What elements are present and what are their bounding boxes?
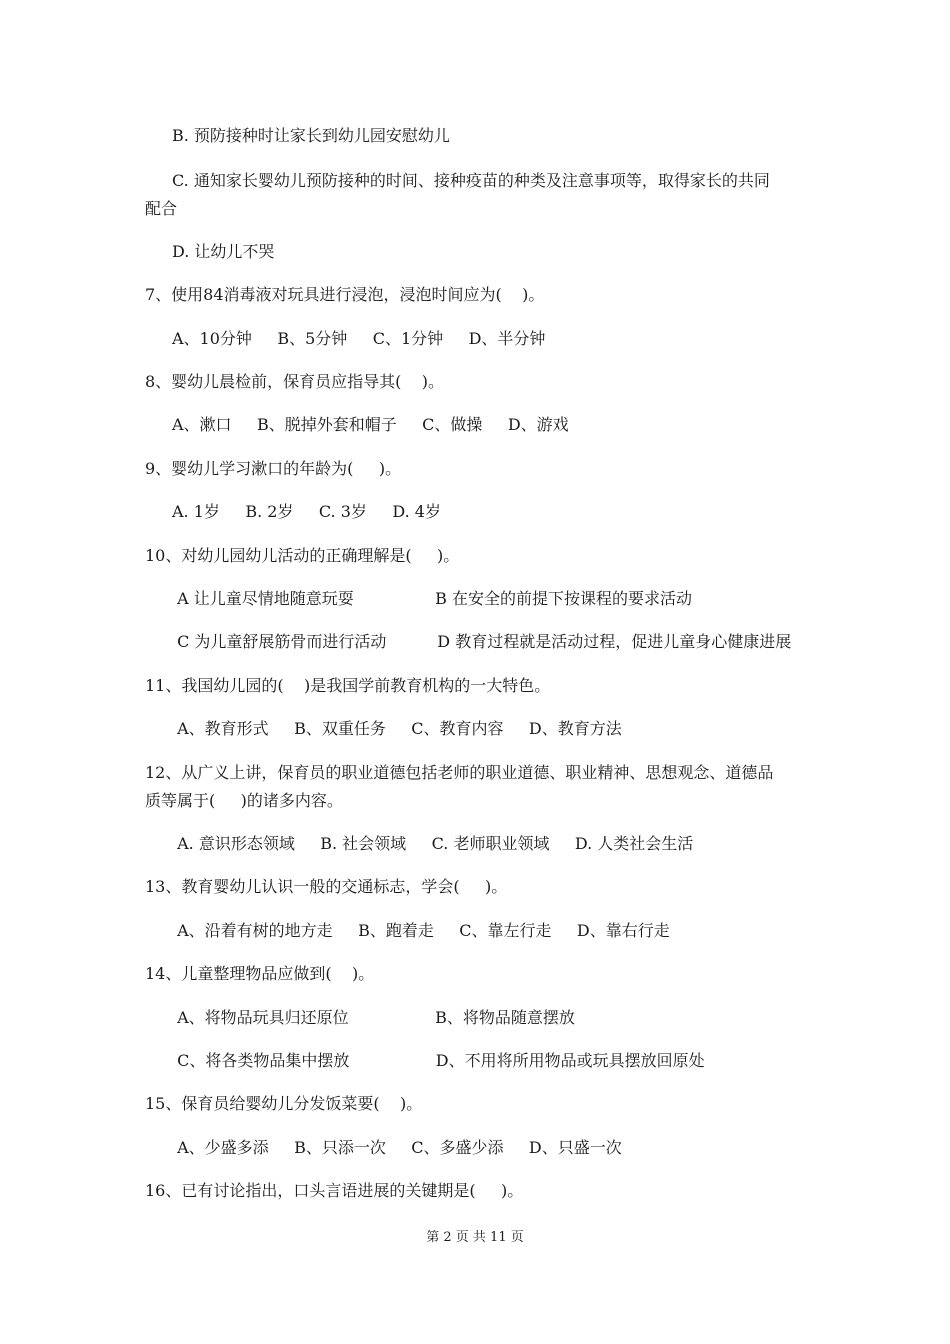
question-14-options-cd: C、将各类物品集中摆放 D、不用将所用物品或玩具摆放回原处 — [172, 1051, 705, 1070]
option-line: B. 预防接种时让家长到幼儿园安慰幼儿 — [172, 126, 450, 145]
question-14: 14、儿童整理物品应做到( )。 — [145, 964, 375, 983]
question-7-options: A、10分钟 B、5分钟 C、1分钟 D、半分钟 — [172, 329, 546, 348]
question-10-options-ab: A 让儿童尽情地随意玩耍 B 在安全的前提下按课程的要求活动 — [172, 589, 692, 608]
option-line: D. 让幼儿不哭 — [172, 242, 275, 261]
text-line: 配合 — [145, 199, 178, 218]
question-11-options: A、教育形式 B、双重任务 C、教育内容 D、教育方法 — [172, 719, 622, 738]
question-12-options: A. 意识形态领域 B. 社会领域 C. 老师职业领域 D. 人类社会生活 — [172, 834, 694, 853]
question-12-cont: 质等属于( )的诸多内容。 — [145, 791, 343, 810]
question-11: 11、我国幼儿园的( )是我国学前教育机构的一大特色。 — [145, 676, 551, 695]
question-8: 8、婴幼儿晨检前，保育员应指导其( )。 — [145, 372, 445, 391]
question-10: 10、对幼儿园幼儿活动的正确理解是( )。 — [145, 546, 460, 565]
question-9: 9、婴幼儿学习漱口的年龄为( )。 — [145, 459, 402, 478]
question-9-options: A. 1岁 B. 2岁 C. 3岁 D. 4岁 — [172, 502, 441, 521]
question-14-options-ab: A、将物品玩具归还原位 B、将物品随意摆放 — [172, 1008, 575, 1027]
option-line: C. 通知家长婴幼儿预防接种的时间、接种疫苗的种类及注意事项等，取得家长的共同 — [172, 171, 770, 190]
question-13-options: A、沿着有树的地方走 B、跑着走 C、靠左行走 D、靠右行走 — [172, 921, 670, 940]
question-13: 13、教育婴幼儿认识一般的交通标志，学会( )。 — [145, 877, 508, 896]
page-footer: 第 2 页 共 11 页 — [426, 1230, 524, 1245]
question-15-options: A、少盛多添 B、只添一次 C、多盛少添 D、只盛一次 — [172, 1138, 622, 1157]
question-7: 7、使用84消毒液对玩具进行浸泡，浸泡时间应为( )。 — [145, 285, 545, 304]
question-8-options: A、漱口 B、脱掉外套和帽子 C、做操 D、游戏 — [172, 415, 569, 434]
question-10-options-cd: C 为儿童舒展筋骨而进行活动 D 教育过程就是活动过程，促进儿童身心健康进展 — [172, 632, 792, 651]
question-16: 16、已有讨论指出，口头言语进展的关键期是( )。 — [145, 1181, 524, 1200]
question-15: 15、保育员给婴幼儿分发饭菜要( )。 — [145, 1094, 423, 1113]
question-12: 12、从广义上讲，保育员的职业道德包括老师的职业道德、职业精神、思想观念、道德品 — [145, 763, 774, 782]
